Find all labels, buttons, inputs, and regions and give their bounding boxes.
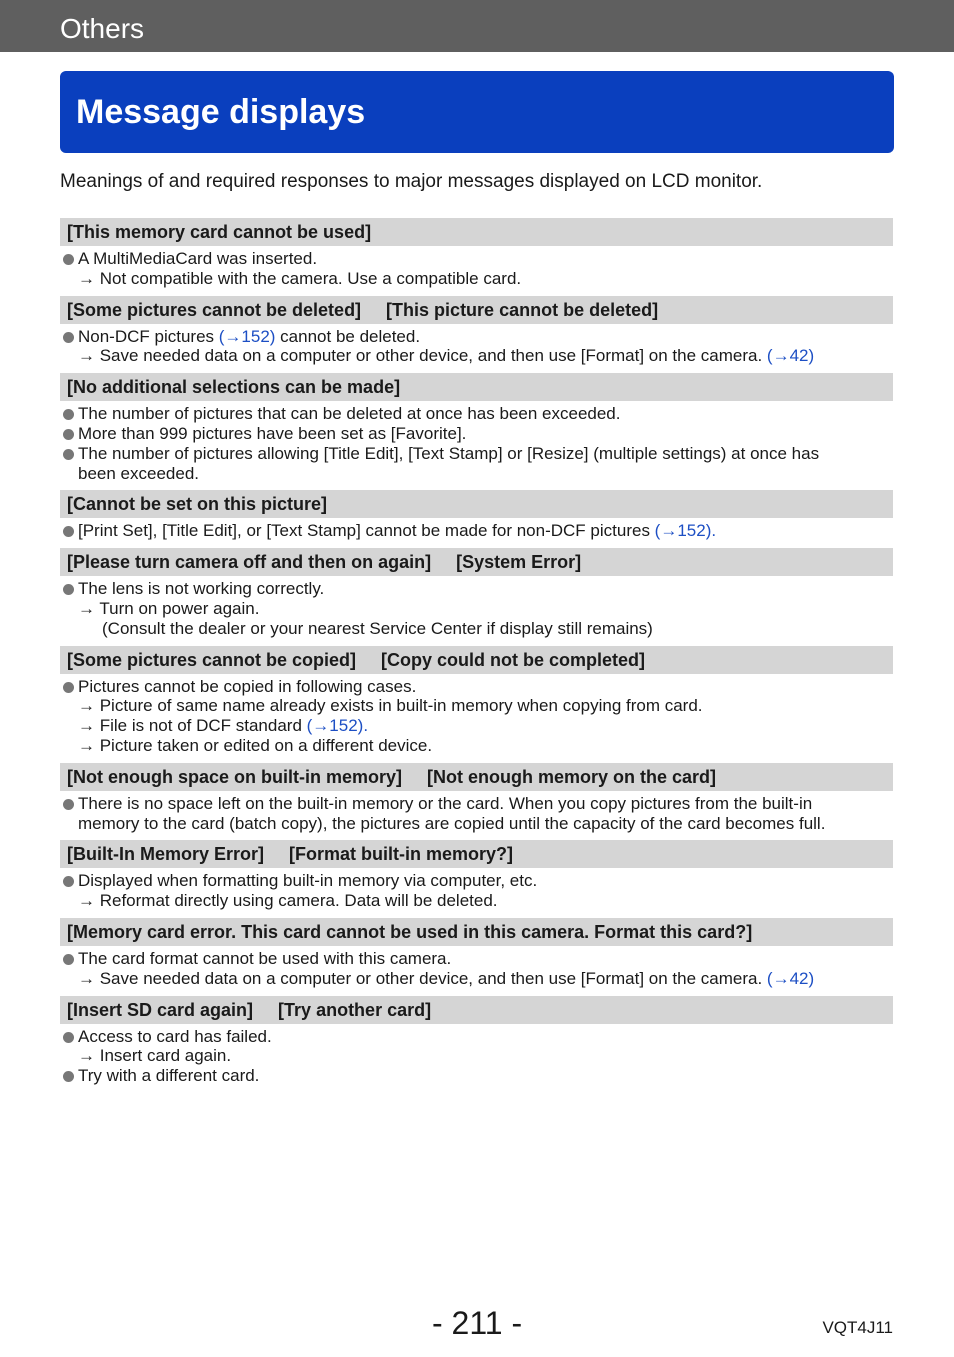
bullet-item xyxy=(60,444,893,464)
bullet-item xyxy=(60,327,893,347)
section-header-bar xyxy=(0,0,954,52)
message-body xyxy=(60,518,893,548)
page-reference-link[interactable]: (→152). xyxy=(306,716,369,736)
intro-text: Meanings of and required responses to major messages displayed on LCD monitor. xyxy=(60,171,763,192)
continuation-line xyxy=(60,269,893,289)
continuation-line xyxy=(60,696,893,716)
message-title: [Cannot be set on this picture] xyxy=(60,490,893,518)
document-code: VQT4J11 xyxy=(822,1318,893,1337)
line-text: Access to card has failed. xyxy=(78,1026,272,1046)
line-text: → Save needed data on a computer or other device, and then use [Format] on the camera. xyxy=(78,968,767,988)
continuation-line xyxy=(60,346,893,366)
bullet-item xyxy=(60,579,893,599)
message-title: [Please turn camera off and then on again] [System Error] xyxy=(60,548,893,576)
message-title: [No additional selections can be made] xyxy=(60,373,893,401)
bullet-item xyxy=(60,677,893,697)
continuation-line xyxy=(60,814,893,834)
page-reference-link[interactable]: (→42) xyxy=(766,968,815,988)
message-body xyxy=(60,1024,893,1093)
page-title-box xyxy=(60,71,894,153)
page-reference-link[interactable]: (→42) xyxy=(766,346,815,366)
message-title: [Insert SD card again] [Try another card] xyxy=(60,996,893,1024)
continuation-line xyxy=(60,464,893,484)
line-text: → Insert card again. xyxy=(78,1046,232,1066)
message-title: [Memory card error. This card cannot be used in this camera. Format this card?] xyxy=(60,918,893,946)
message-title: [Built-In Memory Error] [Format built-in memory?] xyxy=(60,840,893,868)
bullet-item xyxy=(60,521,893,541)
line-text: The card format cannot be used with this camera. xyxy=(78,948,452,968)
page-reference-link[interactable]: (→152) xyxy=(218,326,276,346)
line-text: → File is not of DCF standard xyxy=(78,716,307,736)
line-text: cannot be deleted. xyxy=(275,326,421,346)
line-text: The lens is not working correctly. xyxy=(78,579,325,599)
message-title: [Not enough space on built-in memory] [Not enough memory on the card] xyxy=(60,763,893,791)
line-text: Pictures cannot be copied in following cases. xyxy=(78,676,417,696)
section-label: Others xyxy=(60,13,145,44)
bullet-item xyxy=(60,1027,893,1047)
message-body xyxy=(60,868,893,918)
continuation-line xyxy=(60,1046,893,1066)
message-title: [Some pictures cannot be copied] [Copy could not be completed] xyxy=(60,646,893,674)
bullet-item xyxy=(60,871,893,891)
line-text: → Not compatible with the camera. Use a compatible card. xyxy=(78,268,522,288)
message-body xyxy=(60,791,893,841)
line-text: There is no space left on the built-in memory or the card. When you copy pictures from the built-in xyxy=(78,793,813,813)
message-body xyxy=(60,246,893,296)
line-text: The number of pictures that can be deleted at once has been exceeded. xyxy=(78,404,621,424)
line-text: → Picture of same name already exists in built-in memory when copying from card. xyxy=(78,696,703,716)
bullet-item xyxy=(60,249,893,269)
line-text: → Reformat directly using camera. Data will be deleted. xyxy=(78,891,498,911)
line-text: A MultiMediaCard was inserted. xyxy=(78,249,318,268)
line-text: → Save needed data on a computer or other device, and then use [Format] on the camera. xyxy=(78,346,767,366)
message-title: [This memory card cannot be used] xyxy=(60,218,893,246)
message-body xyxy=(60,324,893,374)
bullet-item xyxy=(60,1066,893,1086)
line-text: Displayed when formatting built-in memory via computer, etc. xyxy=(78,871,538,891)
line-text: (Consult the dealer or your nearest Service Center if display still remains) xyxy=(102,618,653,638)
page-title: Message displays xyxy=(76,93,366,131)
line-text: [Print Set], [Title Edit], or [Text Stamp] cannot be made for non-DCF pictures xyxy=(78,521,655,541)
continuation-line xyxy=(60,599,893,619)
bullet-item xyxy=(60,404,893,424)
continuation-line xyxy=(60,969,893,989)
continuation-line xyxy=(60,716,893,736)
line-text: memory to the card (batch copy), the pictures are copied until the capacity of the card becomes full. xyxy=(78,813,826,833)
message-list xyxy=(60,218,893,1093)
bullet-item xyxy=(60,949,893,969)
message-title: [Some pictures cannot be deleted] [This picture cannot be deleted] xyxy=(60,296,893,324)
page-reference-link[interactable]: (→152). xyxy=(654,521,717,541)
line-text: → Picture taken or edited on a different device. xyxy=(78,735,433,755)
message-body xyxy=(60,946,893,996)
bullet-item xyxy=(60,794,893,814)
line-text: The number of pictures allowing [Title Edit], [Text Stamp] or [Resize] (multiple settings) at once has xyxy=(78,443,820,463)
line-text: Non-DCF pictures xyxy=(78,326,219,346)
line-text: → Turn on power again. xyxy=(78,598,260,618)
message-body xyxy=(60,674,893,763)
continuation-line xyxy=(60,736,893,756)
message-body xyxy=(60,576,893,645)
continuation-line xyxy=(60,619,893,639)
bullet-item xyxy=(60,424,893,444)
message-body xyxy=(60,401,893,490)
line-text: More than 999 pictures have been set as [Favorite]. xyxy=(78,423,467,443)
line-text: Try with a different card. xyxy=(78,1066,260,1086)
page-number: - 211 - xyxy=(432,1305,523,1341)
line-text: been exceeded. xyxy=(78,463,199,483)
continuation-line xyxy=(60,891,893,911)
